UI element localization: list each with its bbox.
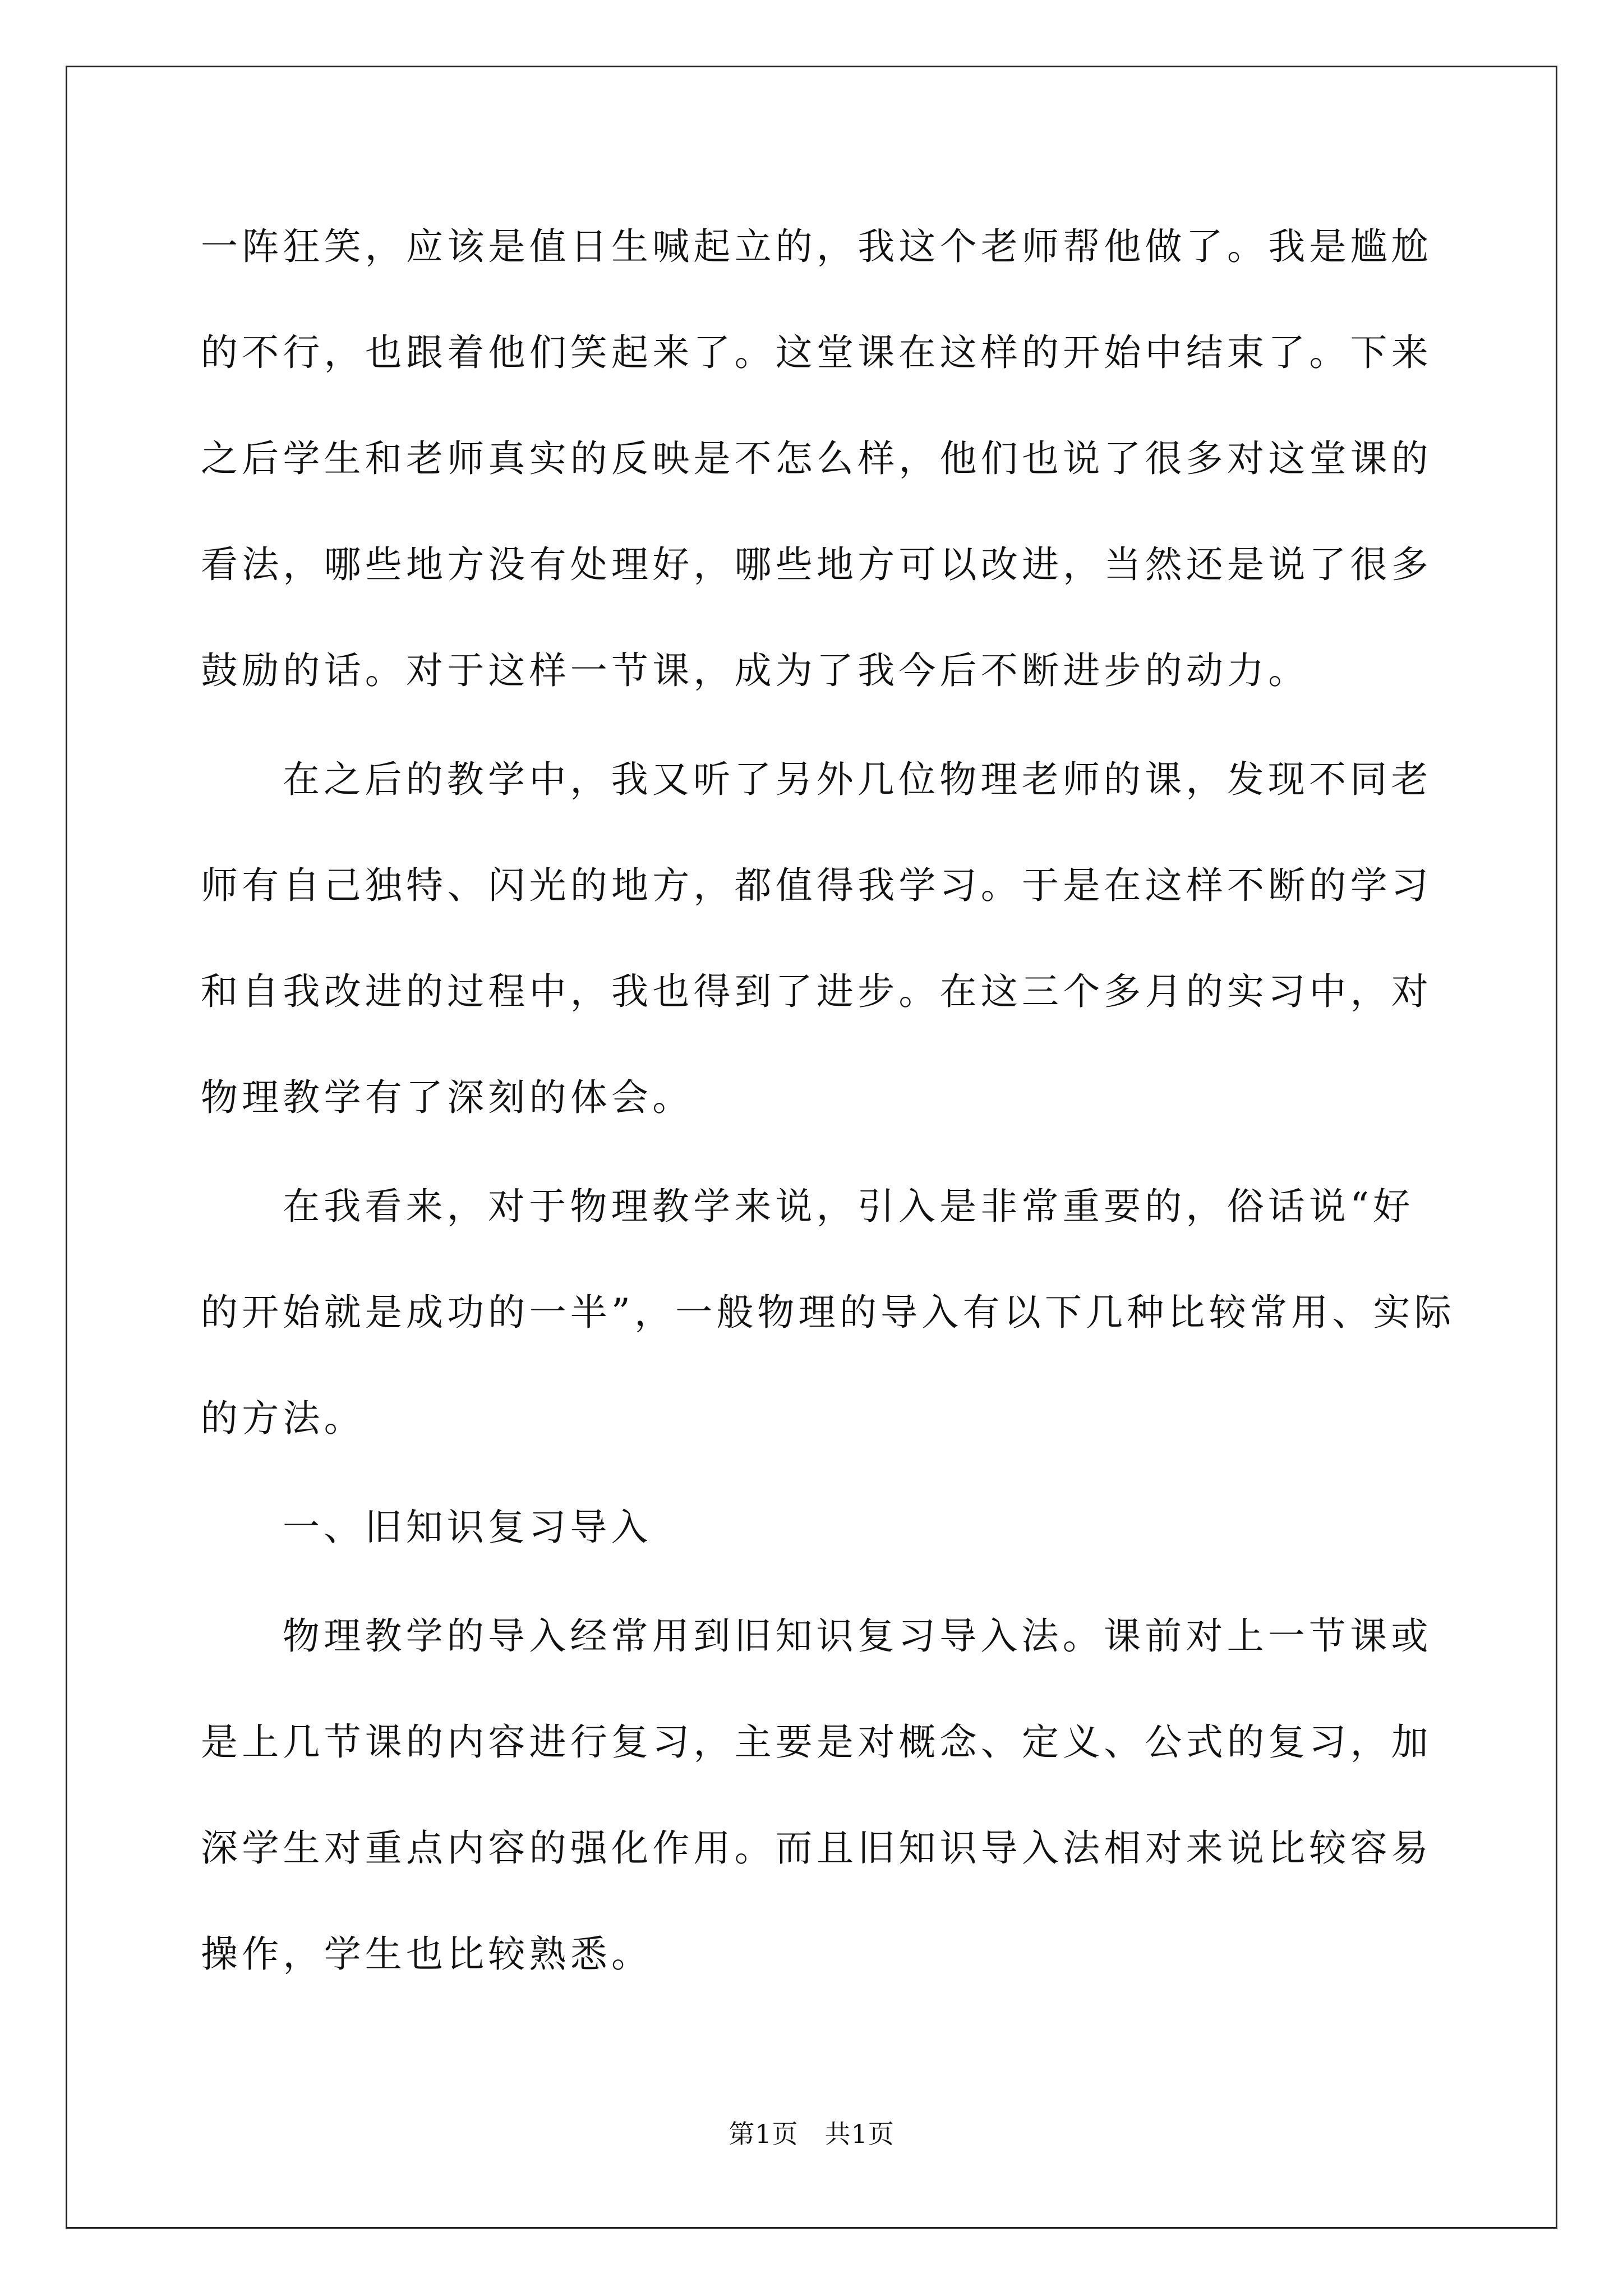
body-line: 是上几节课的内容进行复习，主要是对概念、定义、公式的复习，加 bbox=[201, 1720, 1432, 1764]
body-line: 鼓励的话。对于这样一节课，成为了我今后不断进步的动力。 bbox=[201, 649, 1310, 692]
body-line: 深学生对重点内容的强化作用。而且旧知识导入法相对来说比较容易 bbox=[201, 1826, 1432, 1870]
page-border bbox=[66, 66, 1557, 2229]
body-line: 的开始就是成功的一半”，一般物理的导入有以下几种比较常用、实际 bbox=[201, 1291, 1455, 1334]
body-line: 一阵狂笑，应该是值日生喊起立的，我这个老师帮他做了。我是尴尬 bbox=[201, 225, 1432, 268]
body-line: 和自我改进的过程中，我也得到了进步。在这三个多月的实习中，对 bbox=[201, 970, 1432, 1013]
page-number-footer: 第1页 共1页 bbox=[728, 2119, 895, 2149]
paragraph-start-line: 在之后的教学中，我又听了另外几位物理老师的课，发现不同老 bbox=[283, 758, 1432, 801]
section-heading: 一、旧知识复习导入 bbox=[283, 1506, 652, 1549]
body-line: 师有自己独特、闪光的地方，都值得我学习。于是在这样不断的学习 bbox=[201, 864, 1432, 907]
body-line: 物理教学有了深刻的体会。 bbox=[201, 1076, 694, 1119]
body-line: 操作，学生也比较熟悉。 bbox=[201, 1932, 653, 1976]
body-line: 的不行，也跟着他们笑起来了。这堂课在这样的开始中结束了。下来 bbox=[201, 331, 1432, 374]
paragraph-start-line: 在我看来，对于物理教学来说，引入是非常重要的，俗话说“好 bbox=[283, 1185, 1414, 1228]
body-line: 的方法。 bbox=[201, 1397, 365, 1440]
paragraph-start-line: 物理教学的导入经常用到旧知识复习导入法。课前对上一节课或 bbox=[283, 1614, 1432, 1658]
body-line: 之后学生和老师真实的反映是不怎么样，他们也说了很多对这堂课的 bbox=[201, 437, 1432, 480]
body-line: 看法，哪些地方没有处理好，哪些地方可以改进，当然还是说了很多 bbox=[201, 543, 1432, 586]
